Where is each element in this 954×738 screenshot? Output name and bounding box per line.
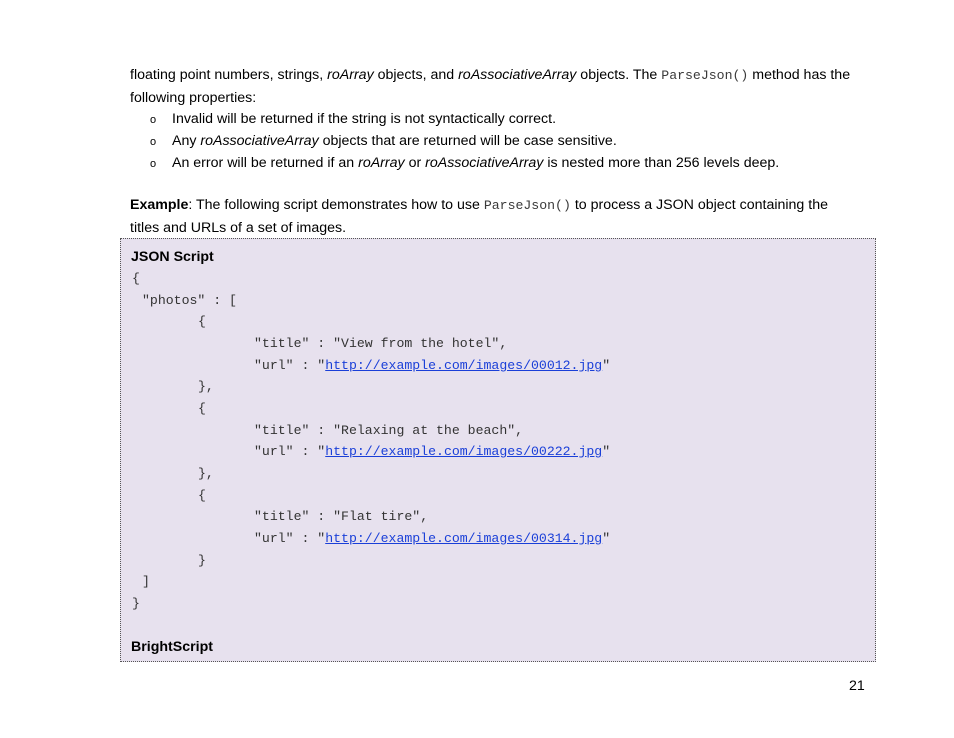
inline-code-parsejson: ParseJson() (483, 198, 571, 213)
text-run: floating point numbers, strings, (130, 67, 328, 83)
list-item-text: An error will be returned if an (172, 155, 359, 171)
emphasis-roassociativearray: roAssociativeArray (458, 67, 577, 83)
emphasis-roarray: roArray (358, 155, 405, 171)
list-item (150, 130, 779, 152)
list-item-text: or (404, 155, 426, 171)
code-line: ] (142, 574, 150, 589)
code-text: "url" : " (254, 444, 326, 459)
code-sample-box (120, 238, 876, 662)
code-line: { (198, 488, 206, 503)
inline-code-parsejson: ParseJson() (661, 68, 749, 83)
list-item-text: Invalid will be returned if the string is not syntactically correct. (172, 111, 557, 127)
emphasis-roarray: roArray (327, 67, 374, 83)
list-item-text: objects that are returned will be case sensitive. (318, 133, 617, 149)
code-line: { (198, 401, 206, 416)
text-run: to process a JSON object containing the titles and URLs of a set of images. (130, 197, 828, 236)
bullet-circle-icon: o (150, 158, 157, 170)
intro-paragraph (130, 64, 860, 109)
code-text: " (602, 358, 611, 373)
code-line: "title" : "View from the hotel", (254, 336, 508, 351)
text-run: method has the following properties: (130, 67, 851, 106)
list-item (150, 108, 779, 130)
emphasis-roassociativearray: roAssociativeArray (200, 133, 319, 149)
image-url-link[interactable]: http://example.com/images/00012.jpg (325, 358, 603, 373)
code-line: } (198, 553, 206, 568)
list-item (150, 152, 779, 174)
text-run: objects. The (576, 67, 662, 83)
text-run: objects, and (373, 67, 459, 83)
json-script-heading: JSON Script (131, 249, 214, 265)
text-run: : The following script demonstrates how to use (188, 197, 484, 213)
code-line: { (198, 314, 206, 329)
image-url-link[interactable]: http://example.com/images/00222.jpg (325, 444, 603, 459)
example-paragraph (130, 194, 860, 239)
image-url-link[interactable]: http://example.com/images/00314.jpg (325, 531, 603, 546)
bullet-circle-icon: o (150, 114, 157, 126)
code-text: " (602, 444, 611, 459)
code-line: "title" : "Flat tire", (254, 509, 429, 524)
code-line: "photos" : [ (142, 293, 237, 308)
code-line: { (132, 271, 140, 286)
code-line: "title" : "Relaxing at the beach", (254, 423, 524, 438)
brightscript-heading: BrightScript (131, 639, 213, 655)
list-item-text: is nested more than 256 levels deep. (543, 155, 780, 171)
example-label: Example (130, 197, 189, 213)
code-line (254, 530, 610, 548)
code-text: "url" : " (254, 531, 326, 546)
code-line: }, (198, 379, 214, 394)
code-text: "url" : " (254, 358, 326, 373)
emphasis-roassociativearray: roAssociativeArray (425, 155, 544, 171)
code-line: }, (198, 466, 214, 481)
property-list (150, 108, 779, 174)
code-text: " (602, 531, 611, 546)
code-line (254, 443, 610, 461)
bullet-circle-icon: o (150, 136, 157, 148)
code-line (254, 357, 610, 375)
page-number: 21 (849, 678, 865, 694)
code-line: } (132, 596, 140, 611)
list-item-text: Any (172, 133, 201, 149)
